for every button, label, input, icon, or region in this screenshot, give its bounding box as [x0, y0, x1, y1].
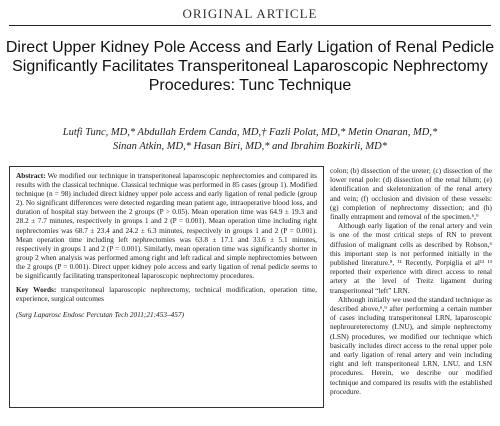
author-line-2: Sinan Atkin, MD,* Hasan Biri, MD,* and Ibrahim Bozkirli, MD* [113, 141, 387, 152]
header-rule [9, 25, 491, 26]
abstract-box [9, 166, 324, 408]
body-paragraph-2: Although early ligation of the renal artery and vein is one of the most critical steps of RN to prevent diffusion of malignant cells as described by Robson,⁶ this important step is not performed initially in the published literature.⁸, ¹¹ Recently, Porpiglia et al¹² ¹³ reported their experience with direct access to renal artery at the level of Treitz ligament during transperitoneal “left” LRN. [330, 221, 492, 295]
abstract-paragraph [16, 171, 317, 280]
body-column [330, 166, 492, 396]
keywords-paragraph [16, 285, 317, 303]
body-paragraph-3: Although initially we used the standard technique as described above,⁶,⁹ after performing a certain number of cases including transperitoneal LRN, laparoscopic nephroureterectomy (LNU), and simple nephrectomy (LSN) procedures, we modified our technique which basically includes direct access to the renal upper pole and early ligation of renal artery and vein including right and left transperitoneal LRN, LNU, and LSN procedures. Herein, we describe our modified technique and compared its results with the established procedure. [330, 294, 492, 396]
abstract-text: We modified our technique in transperitoneal laparoscopic nephrectomies and compared its results with the classical technique. Classical technique was performed in 85 cases (group 1). Modified technique (n = 98) included direct kidney upper pole access and early ligation of renal pedicle (group 2). No significant differences were detected regarding mean patient age, intraoperative blood loss, and duration of hospital stay between the 2 groups (P > 0.05). Mean operation time was 64.9 ± 19.3 and 28.2 ± 7.7 minutes, respectively in groups 1 and 2 (P = 0.001). Mean operation time including right nephrectomies was 68.7 ± 23.4 and 24.2 ± 6.3 minutes, respectively in groups 1 and 2 (P = 0.001). Mean operation time including left nephrectomies was 63.8 ± 17.1 and 33.6 ± 5.1 minutes, respectively in groups 1 and 2 (P = 0.001). Similarly, mean operation time was significantly shorter in group 2 when analysis was performed among right and left radical and simple nephrectomies between the 2 groups (P = 0.001). Direct upper kidney pole access and early ligation of renal pedicle seems to be significantly facilitating transperitoneal laparoscopic nephrectomy procedures. [16, 171, 317, 281]
author-list [0, 126, 500, 154]
article-title: Direct Upper Kidney Pole Access and Early Ligation of Renal Pedicle Significantly Facilitates Transperitoneal Laparoscopic Nephrectomy Procedures: Tunc Technique [5, 39, 495, 94]
author-line-1: Lutfi Tunc, MD,* Abdullah Erdem Canda, MD,† Fazli Polat, MD,* Metin Onaran, MD,* [62, 127, 438, 138]
section-label: ORIGINAL ARTICLE [182, 6, 318, 21]
body-paragraph-1: colon; (b) dissection of the ureter; (c) dissection of the lower renal pole: (d) dissection of the renal hilum; (e) identification and skeletonization of the renal artery and vein; (f) occlusion and division of these vessels: (g) completion of nephrectomy dissection; and (h) finally entrapment and removal of the specimen.⁶,⁹ [330, 166, 492, 222]
keywords-text: transperitoneal laparoscopic nephrectomy, technical modification, operation time, experience, surgical outcomes [16, 285, 317, 304]
abstract-label: Abstract: [16, 171, 46, 180]
citation: (Surg Laparosc Endosc Percutan Tech 2011;21:453–457) [16, 310, 185, 320]
keywords-label: Key Words: [16, 285, 57, 295]
